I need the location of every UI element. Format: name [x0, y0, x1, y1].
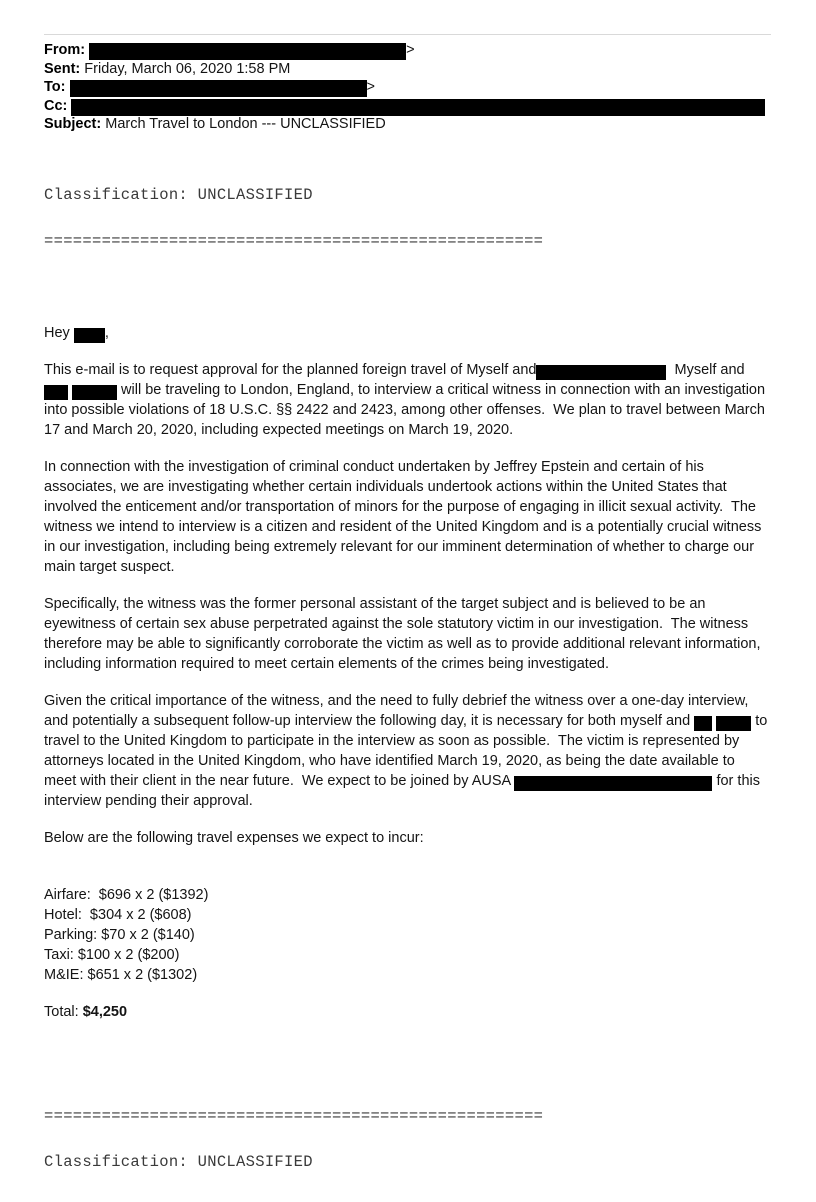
redaction-bar: [694, 716, 712, 731]
cc-label: Cc:: [44, 97, 72, 114]
to-label: To:: [44, 79, 70, 96]
paragraph-witness-detail: Specifically, the witness was the former personal assistant of the target subject and is believed to be an eyewitness of certain sex abuse perpetrated against the sole statutory victim in our investigation. The witness therefore may be able to significantly corroborate the victim as well as to provide additional relevant information, including information required to meet certain elements of the crimes being investigated.: [44, 595, 765, 672]
email-document-page: [0, 34, 816, 1172]
redaction-bar: [44, 385, 68, 400]
expense-list: [44, 885, 771, 985]
expense-parking: Parking: $70 x 2 ($140): [44, 926, 195, 943]
redaction-bar: [716, 716, 751, 731]
expense-mie: M&IE: $651 x 2 ($1302): [44, 966, 198, 983]
redaction-bar: [536, 365, 666, 380]
classification-text: Classification: UNCLASSIFIED: [44, 1153, 313, 1172]
total-line: Total: $4,250: [44, 1003, 128, 1020]
email-body: [44, 323, 771, 1022]
expense-taxi: Taxi: $100 x 2 ($200): [44, 946, 180, 963]
to-value: >: [70, 79, 375, 95]
redaction-bar: [514, 776, 712, 791]
cc-value: [71, 98, 765, 114]
subject-label: Subject:: [44, 116, 106, 133]
expense-hotel: Hotel: $304 x 2 ($608): [44, 906, 192, 923]
classification-text: Classification: UNCLASSIFIED: [44, 185, 313, 204]
greeting-line: Hey ,: [44, 324, 109, 341]
email-header: [44, 41, 771, 134]
sent-field: [44, 60, 771, 79]
classification-separator: ====================================================: [44, 1106, 544, 1125]
from-label: From:: [44, 42, 90, 58]
to-field: [44, 78, 771, 97]
classification-separator: ====================================================: [44, 232, 544, 251]
sent-value: Friday, March 06, 2020 1:58 PM: [84, 60, 291, 77]
redaction-bar: [70, 80, 367, 97]
redaction-bar: [72, 385, 117, 400]
sent-label: Sent:: [44, 60, 85, 77]
redaction-bar: [89, 43, 406, 60]
redaction-bar: [74, 328, 105, 343]
subject-field: [44, 115, 771, 134]
paragraph-expenses-intro: Below are the following travel expenses we expect to incur:: [44, 829, 424, 846]
expense-airfare: Airfare: $696 x 2 ($1392): [44, 886, 209, 903]
paragraph-investigation: In connection with the investigation of criminal conduct undertaken by Jeffrey Epstein and certain of his associates, we are investigating whether certain individuals undertook actions within the United States that involved the enticement and/or transportation of minors for the purpose of engaging in illicit sexual activity. The witness we intend to interview is a citizen and resident of the United Kingdom and is a potentially crucial witness in our investigation, including being extremely relevant for our imminent determination of whether to charge our main target suspect.: [44, 458, 766, 575]
from-value: >: [89, 42, 414, 58]
paragraph-travel-request: This e-mail is to request approval for the planned foreign travel of Myself and Myself and will be traveling to London, England, to interview a critical witness in connection with an investigation into possible violations of 18 U.S.C. §§ 2422 and 2423, among other offenses. We plan to travel between March 17 and March 20, 2020, including expected meetings on March 19, 2020.: [44, 361, 770, 438]
redaction-bar: [71, 99, 765, 116]
from-field: [44, 41, 771, 60]
classification-banner-top: [44, 157, 771, 281]
classification-banner-bottom: [44, 1078, 771, 1202]
paragraph-interview-logistics: Given the critical importance of the witness, and the need to fully debrief the witness over a one-day interview, and potentially a subsequent follow-up interview the following day, it is necessary for both myself and to travel to the United Kingdom to participate in the interview as soon as possible. The victim is represented by attorneys located in the United Kingdom, who have identified March 19, 2020, as being the date available to meet with their client in the near future. We expect to be joined by AUSA for this interview pending their approval.: [44, 692, 772, 809]
subject-value: March Travel to London --- UNCLASSIFIED: [105, 116, 386, 133]
cc-field: [44, 97, 771, 116]
header-divider: [44, 34, 771, 35]
